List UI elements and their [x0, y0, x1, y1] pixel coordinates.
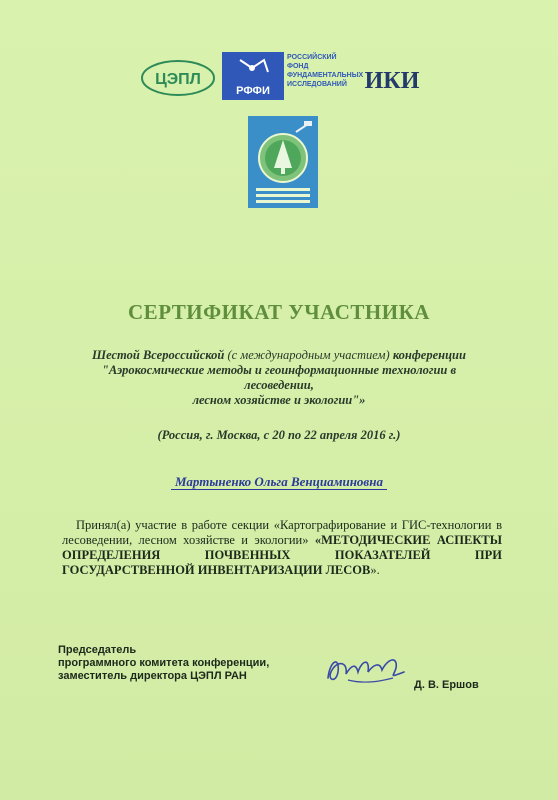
participant-name: Мартыненко Ольга Венциаминовна — [171, 474, 387, 490]
participation-intro: Принял(а) участие в работе секции «Картографирование и ГИС-технологии в лесоведении, лесном хозяйстве и экологии» — [62, 518, 502, 547]
participant-name-wrapper — [0, 474, 558, 490]
rffi-full-name — [287, 53, 367, 89]
signatory-name: Д. В. Ершов — [414, 679, 479, 691]
iki-logo — [362, 64, 422, 94]
signatory-line2: программного комитета конференции, — [58, 657, 270, 669]
rffi-emblem-icon — [222, 52, 284, 100]
conference-line3: лесном хозяйстве и экологии"» — [192, 393, 366, 407]
signatory-title — [58, 644, 308, 683]
conference-dates: (Россия, г. Москва, с 20 по 22 апреля 2016 г.) — [157, 428, 401, 442]
iki-logo-text: ИКИ — [364, 68, 420, 94]
participation-end: ». — [370, 563, 380, 577]
cepl-logo-text: ЦЭПЛ — [155, 71, 201, 88]
rffi-short-text: РФФИ — [236, 85, 270, 97]
conference-line1-bold: Шестой Всероссийской — [92, 348, 225, 362]
rffi-logo — [222, 52, 284, 100]
signatory-line1: Председатель — [58, 644, 137, 656]
handwritten-signature — [318, 650, 418, 690]
rffi-line: РОССИЙСКИЙ — [287, 54, 337, 61]
report-title: «МЕТОДИЧЕСКИЕ АСПЕКТЫ ОПРЕДЕЛЕНИЯ ПОЧВЕННЫХ ПОКАЗАТЕЛЕЙ ПРИ ГОСУДАРСТВЕННОЙ ИНВЕНТАРИЗАЦИИ ЛЕСОВ — [62, 533, 503, 577]
conference-name — [70, 348, 488, 408]
certificate-title: СЕРТИФИКАТ УЧАСТНИКА — [128, 300, 430, 324]
rffi-line: ФОНД — [287, 63, 309, 70]
conference-emblem-icon — [248, 116, 318, 208]
conference-line1-normal: (с международным участием) — [224, 348, 393, 362]
rffi-line: ФУНДАМЕНТАЛЬНЫХ — [287, 72, 364, 79]
signatory-line3: заместитель директора ЦЭПЛ РАН — [58, 670, 247, 682]
cepl-logo — [140, 58, 216, 98]
logos-row — [140, 44, 420, 104]
conference-line1-bold2: конференции — [392, 348, 466, 362]
participation-text — [62, 518, 502, 578]
rffi-line: ИССЛЕДОВАНИЙ — [287, 81, 347, 88]
conference-line2: "Аэрокосмические методы и геоинформационные технологии в лесоведении, — [101, 363, 457, 392]
